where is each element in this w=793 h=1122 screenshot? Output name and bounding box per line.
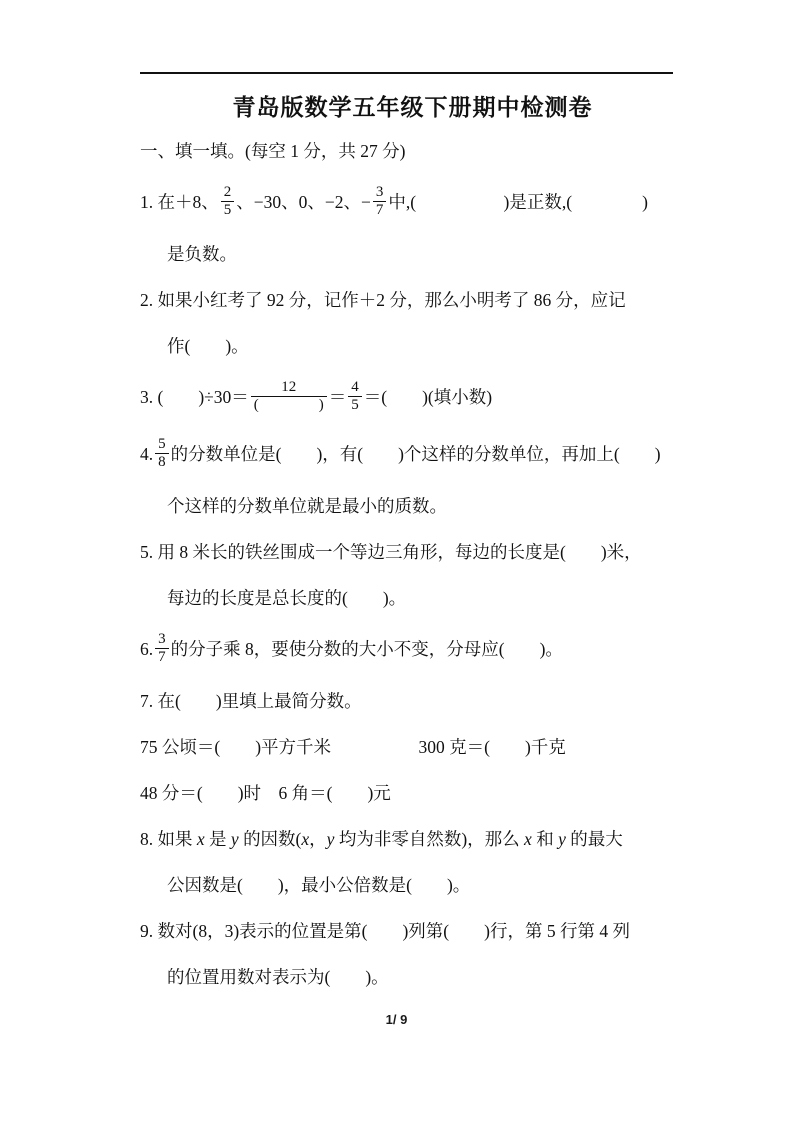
section-heading: 一、填一填。(每空 1 分，共 27 分) [140,141,406,161]
fraction [251,379,327,415]
question-3-line [140,369,685,426]
fraction-denominator: 7 [158,649,166,666]
text-segment: 和 [531,829,559,849]
text-segment: 作( )。 [167,336,249,356]
fraction-numerator: 2 [221,184,235,202]
fraction-numerator: 3 [155,631,169,649]
question-8-line [140,862,685,908]
fraction [155,631,169,667]
page-title: 青岛版数学五年级下册期中检测卷 [232,94,593,120]
variable-text: y [558,829,566,849]
variable-text: y [230,829,239,849]
text-segment: 3. ( )÷30＝ [140,387,249,407]
text-segment: 5. 用 8 米长的铁丝围成一个等边三角形，每边的长度是( )米， [140,542,642,562]
text-segment: 9. 数对(8，3)表示的位置是第( )列第( )行，第 5 行第 4 列 [140,921,630,941]
question-4-line [140,426,685,483]
question-9-line [140,908,685,954]
question-5-line [140,529,685,575]
variable-text: x [524,829,532,849]
question-2-line [140,323,685,369]
text-segment: 4. [140,444,154,464]
text-segment: 的分数单位是( )，有( )个这样的分数单位，再加上( ) [170,444,661,464]
page-number: 1/ 9 [385,1012,408,1027]
text-segment: 是负数。 [167,244,237,264]
variable-text: x [196,829,205,849]
text-segment: 公因数是( )，最小公倍数是( )。 [167,875,471,895]
fraction-numerator: 5 [155,436,169,454]
text-segment: ＝ [328,387,347,407]
question-2-line [140,277,685,323]
fraction-numerator: 12 [251,379,327,397]
text-segment: 的最大 [565,829,623,849]
question-7-line [140,724,685,770]
fraction-denominator: 5 [351,397,359,414]
text-segment: 中,( )是正数,( ) [388,192,648,212]
text-segment: 1. 在＋8、 [140,192,219,212]
fraction-numerator: 4 [348,379,362,397]
fraction-denominator: 7 [375,202,384,219]
text-segment: 均为非零自然数)，那么 [334,829,525,849]
text-segment: ， [309,829,327,849]
question-5-line [140,575,685,621]
text-segment: 48 分＝( )时 6 角＝( )元 [140,783,391,803]
text-segment: 的位置用数对表示为( )。 [167,967,389,987]
question-6-line [140,621,685,678]
text-segment: 、−30、0、−2、− [236,192,371,212]
variable-text: y [326,829,335,849]
text-segment: 75 公顷＝( )平方千米 300 克＝( )千克 [140,737,566,757]
text-segment: 个这样的分数单位就是最小的质数。 [167,496,447,516]
question-9-line [140,954,685,1000]
text-segment: 的因数( [238,829,302,849]
question-8-line [140,816,685,862]
question-7-line [140,678,685,724]
fraction [348,379,362,415]
text-segment: 是 [204,829,231,849]
fraction [221,184,235,220]
question-1-line [140,174,685,231]
page-content [140,86,685,1000]
text-segment: 的分子乘 8，要使分数的大小不变，分母应( )。 [170,639,563,659]
header-rule [140,72,673,74]
text-segment: ＝( )(填小数) [363,387,493,407]
fraction-denominator: ( ) [253,397,324,414]
fraction-denominator: 8 [158,454,166,471]
question-4-line [140,483,685,529]
text-segment: 7. 在( )里填上最简分数。 [140,691,362,711]
fraction-numerator: 3 [373,184,387,202]
text-segment: 6. [140,639,154,659]
text-segment: 每边的长度是总长度的( )。 [167,588,407,608]
text-segment: 8. 如果 [140,829,197,849]
question-1-line [140,231,685,277]
text-segment: 2. 如果小红考了 92 分，记作＋2 分，那么小明考了 86 分，应记 [140,290,626,310]
fraction [373,184,387,220]
question-7-line [140,770,685,816]
fraction [155,436,169,472]
fraction-denominator: 5 [223,202,232,219]
variable-text: x [301,829,310,849]
questions-list [140,174,685,1000]
